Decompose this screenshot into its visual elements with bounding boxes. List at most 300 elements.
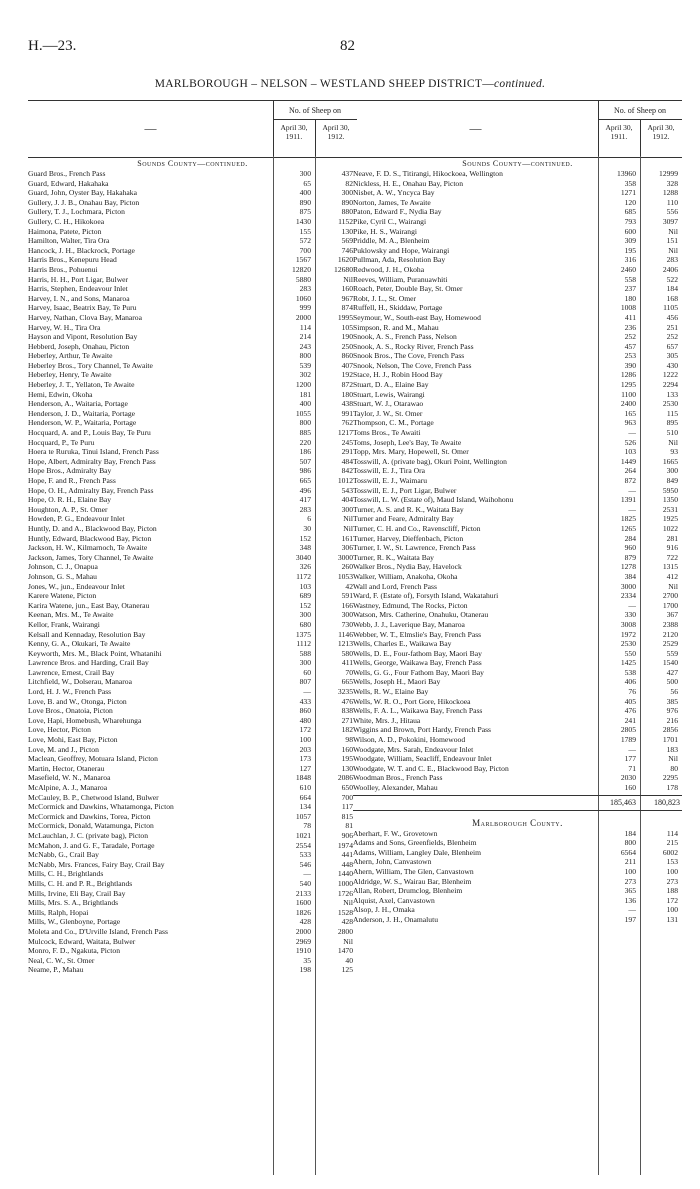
- owner-name: Ruffell, H., Skiddaw, Portage: [353, 303, 443, 313]
- sheep-1912: 2388: [662, 619, 678, 629]
- sheep-1911: 384: [624, 571, 636, 581]
- table-row: [28, 898, 357, 908]
- owner-name: Allan, Robert, Drumclog, Blenheim: [353, 886, 463, 896]
- name-column-header: —: [144, 121, 157, 135]
- sheep-1912: 1217: [337, 428, 353, 438]
- sheep-1912: 281: [666, 533, 678, 543]
- owner-name: Karere Watene, Picton: [28, 591, 97, 601]
- owner-name: Stace, H. J., Robin Hood Bay: [353, 370, 443, 380]
- sheep-1911: 2000: [295, 926, 311, 936]
- sheep-1912: 328: [666, 178, 678, 188]
- owner-name: Wells, D. E., Four-fathom Bay, Maori Bay: [353, 648, 482, 658]
- sheep-1912: 411: [341, 658, 353, 668]
- owner-name: Henderson, W. P., Waitaria, Portage: [28, 418, 137, 428]
- sheep-1912: 245: [341, 437, 353, 447]
- table-row: [28, 687, 357, 697]
- owner-name: Mills, C. H., Brightlands: [28, 869, 104, 879]
- owner-name: McCormick and Dawkins, Whatamonga, Picton: [28, 802, 174, 812]
- sheep-1912: 195: [341, 754, 353, 764]
- owner-name: Redwood, J. H., Okoha: [353, 264, 425, 274]
- sheep-1912: 1701: [662, 735, 678, 745]
- table-header: [353, 100, 682, 158]
- owner-name: Harvey, Nathan, Clova Bay, Manaroa: [28, 312, 142, 322]
- owner-name: Hope, Albert, Admiralty Bay, French Pass: [28, 456, 156, 466]
- table-row: [28, 380, 357, 390]
- sheep-1911: 1008: [620, 303, 636, 313]
- sheep-1911: 103: [624, 447, 636, 457]
- table-row: [28, 956, 357, 966]
- table-row: [28, 879, 357, 889]
- sheep-1912: 12680: [334, 264, 353, 274]
- table-row: [353, 745, 682, 755]
- owner-name: Hope Bros., Admiralty Bay: [28, 466, 112, 476]
- name-column-header: —: [469, 121, 482, 135]
- owner-name: Jones, W., jun., Endeavour Inlet: [28, 581, 125, 591]
- sheep-1911: 872: [624, 476, 636, 485]
- sheep-1911: 165: [624, 408, 636, 418]
- sheep-1911: 155: [299, 226, 311, 236]
- table-row: [28, 543, 357, 553]
- sheep-1911: 680: [299, 619, 311, 629]
- sheep-1911: 237: [624, 284, 636, 294]
- owner-name: Puklowsky and Hope, Wairangi: [353, 245, 450, 255]
- sheep-1912: 178: [666, 783, 678, 792]
- section-heading: Sounds County—continued.: [137, 159, 248, 168]
- sheep-1912: 40: [345, 955, 353, 965]
- sheep-1912: 131: [666, 914, 678, 924]
- table-row: [353, 658, 682, 668]
- table-row: [353, 265, 682, 275]
- sheep-1911: 960: [624, 543, 636, 553]
- owner-name: Wells, W. R. O., Port Gore, Hikockoea: [353, 696, 471, 706]
- owner-name: Tosswill, E. J., Port Ligar, Bulwer: [353, 485, 457, 495]
- table-row: [28, 850, 357, 860]
- table-row: [353, 486, 682, 496]
- sheep-1911: 1172: [296, 571, 311, 581]
- table-row: [28, 169, 357, 179]
- sheep-1912: 273: [666, 876, 678, 886]
- table-row: [353, 179, 682, 189]
- sheep-1912: 500: [666, 677, 678, 687]
- table-row: [353, 294, 682, 304]
- table-row: [353, 399, 682, 409]
- owner-name: Woolley, Alexander, Mahau: [353, 783, 438, 792]
- sheep-1911: 800: [299, 351, 311, 361]
- sheep-1911: 1021: [295, 830, 311, 840]
- owner-name: McLauchlan, J. C. (private bag), Picton: [28, 830, 148, 840]
- sheep-1911: 860: [299, 706, 311, 716]
- table-row: [353, 773, 682, 783]
- sheep-1912: 2530: [662, 399, 678, 409]
- table-row: [28, 486, 357, 496]
- sheep-1912: 300: [666, 466, 678, 476]
- sheep-1912: 114: [666, 828, 678, 838]
- sheep-1911: 241: [624, 715, 636, 725]
- sheep-1911: 316: [624, 255, 636, 265]
- sheep-1912: 1665: [662, 456, 678, 466]
- owner-name: McCauley, B. P., Chetwood Island, Bulwer: [28, 792, 159, 802]
- owner-name: Mills, C. H. and P. R., Brightlands: [28, 878, 133, 888]
- owner-name: Houghton, A. P., St. Omer: [28, 504, 108, 514]
- sheep-1911: 2460: [620, 264, 636, 274]
- owner-name: Hope, O. H., Admiralty Bay, French Pass: [28, 485, 154, 495]
- sheep-1912: 895: [666, 418, 678, 428]
- sheep-1912: 580: [341, 648, 353, 658]
- sheep-1912: 182: [341, 725, 353, 735]
- table-row: [28, 361, 357, 371]
- table-row: [353, 505, 682, 515]
- owner-name: Alquist, Axel, Canvastown: [353, 895, 435, 905]
- owner-name: Wells, F. A. L., Waikawa Bay, French Pass: [353, 706, 483, 716]
- table-row: [28, 802, 357, 812]
- sheep-1912: 1700: [662, 600, 678, 610]
- sheep-count-header: No. of Sheep on: [598, 103, 682, 120]
- document-code: H.—23.: [28, 38, 77, 54]
- table-row: [28, 227, 357, 237]
- sheep-1912: 160: [341, 744, 353, 754]
- table-row: [353, 668, 682, 678]
- sheep-1911: 507: [299, 456, 311, 466]
- table-row: [28, 303, 357, 313]
- sheep-1912: 456: [666, 312, 678, 322]
- table-row: [353, 848, 682, 858]
- owner-name: Wells, G. G., Four Fathom Bay, Maori Bay: [353, 667, 484, 677]
- sheep-1911: 100: [299, 735, 311, 745]
- owner-name: Toms, Joseph, Lee's Bay, Te Awaite: [353, 437, 462, 447]
- sheep-1912: 188: [666, 886, 678, 896]
- table-row: [28, 927, 357, 937]
- sheep-1911: 1848: [295, 773, 311, 783]
- sheep-1911: 173: [299, 754, 311, 764]
- sheep-1911: 685: [624, 207, 636, 217]
- owner-name: Love, Mohi, East Bay, Picton: [28, 735, 118, 745]
- sheep-1912: 976: [666, 706, 678, 716]
- sheep-count-header: No. of Sheep on: [273, 103, 357, 120]
- sheep-1912: 250: [341, 341, 353, 351]
- owner-name: Wells, George, Waikawa Bay, French Pass: [353, 658, 482, 668]
- owner-name: Robt, J. L., St. Omer: [353, 293, 417, 303]
- sheep-1912: 1000: [337, 878, 353, 888]
- owner-name: Johnson, G. S., Mahau: [28, 571, 97, 581]
- owner-name: Anderson, J. H., Onamalutu: [353, 914, 438, 924]
- table-row: [28, 937, 357, 947]
- owner-name: Harris Bros., Kenepuru Head: [28, 255, 117, 265]
- owner-name: Heberley, J. T., Yellaton, Te Awaite: [28, 380, 135, 390]
- table-row: [28, 572, 357, 582]
- sheep-1912: 183: [666, 744, 678, 754]
- table-row: [28, 514, 357, 524]
- sheep-1911: 428: [299, 917, 311, 927]
- sheep-1912: 1288: [662, 188, 678, 198]
- owner-name: Reeves, William, Puranuawhiti: [353, 274, 448, 284]
- table-row: [353, 198, 682, 208]
- sheep-1911: 610: [299, 783, 311, 792]
- sheep-1912: 300: [341, 610, 353, 620]
- sheep-1912: 125: [341, 965, 353, 975]
- table-row: [28, 841, 357, 851]
- sheep-1911: 273: [624, 876, 636, 886]
- sheep-1911: 1567: [295, 255, 311, 265]
- sheep-1912: 2531: [662, 504, 678, 514]
- sheep-1911: 252: [624, 332, 636, 342]
- sheep-1911: 1265: [620, 523, 636, 533]
- sheep-1912: 556: [666, 207, 678, 217]
- table-row: [353, 620, 682, 630]
- sheep-1912: 251: [666, 322, 678, 332]
- owner-name: Harvey, I. N., and Sons, Manaroa: [28, 293, 130, 303]
- sheep-1911: 348: [299, 543, 311, 553]
- table-row: [28, 236, 357, 246]
- year-1911-header: April 30, 1911.: [280, 123, 308, 141]
- sheep-1912: 271: [341, 715, 353, 725]
- owner-name: Turner, Harvey, Dieffenbach, Picton: [353, 533, 464, 543]
- table-row: [28, 207, 357, 217]
- sheep-1911: 181: [299, 389, 311, 399]
- table-row: [28, 649, 357, 659]
- table-row: [353, 447, 682, 457]
- table-row: [353, 601, 682, 611]
- owner-name: Seymour, W., South-east Bay, Homewood: [353, 312, 481, 322]
- sheep-1912: 190: [341, 332, 353, 342]
- owner-name: Mills, Irvine, Eli Bay, Crail Bay: [28, 888, 126, 898]
- sheep-1911: 405: [624, 696, 636, 706]
- owner-name: Hope, F. and R., French Pass: [28, 476, 116, 485]
- sheep-1912: 543: [341, 485, 353, 495]
- table-row: [28, 399, 357, 409]
- table-row: [353, 466, 682, 476]
- sheep-1912: 80: [670, 763, 678, 773]
- owner-name: Pike, H. S., Wairangi: [353, 226, 418, 236]
- sheep-1912: 412: [666, 571, 678, 581]
- sheep-1912: 1012: [337, 476, 353, 485]
- sheep-1911: 2969: [295, 936, 311, 946]
- sheep-1911: 807: [299, 677, 311, 687]
- owner-name: Mills, Ralph, Hopai: [28, 907, 89, 917]
- sheep-1911: 2400: [620, 399, 636, 409]
- left-column: [28, 100, 357, 1175]
- sheep-1912: Nil: [343, 523, 353, 533]
- owner-name: Guard, John, Oyster Bay, Hakahaka: [28, 188, 137, 198]
- table-row: [28, 725, 357, 735]
- sheep-1912: 722: [666, 552, 678, 562]
- table-row: [28, 706, 357, 716]
- sheep-1911: 2030: [620, 773, 636, 783]
- section-heading: Marlborough County.: [472, 817, 563, 828]
- table-row: [353, 639, 682, 649]
- total-1912: 180,823: [654, 797, 680, 807]
- table-row: [28, 409, 357, 419]
- owner-name: Wall and Lord, French Pass: [353, 581, 437, 591]
- title-continued: continued.: [494, 78, 546, 90]
- sheep-1912: 3000: [337, 552, 353, 562]
- sheep-1912: 2086: [337, 773, 353, 783]
- sheep-1912: Nil: [668, 437, 678, 447]
- table-row: [28, 793, 357, 803]
- sheep-1912: 838: [341, 706, 353, 716]
- sheep-1911: 1430: [295, 216, 311, 226]
- sheep-1911: 2133: [295, 888, 311, 898]
- sheep-1911: 664: [299, 792, 311, 802]
- sheep-1912: 407: [341, 360, 353, 370]
- sheep-1911: 6564: [620, 847, 636, 857]
- owner-name: McNabb, G., Crail Bay: [28, 850, 99, 860]
- sheep-1911: 100: [624, 866, 636, 876]
- table-row: [353, 905, 682, 915]
- table-row: [28, 323, 357, 333]
- owner-name: Turner, I. W., St. Lawrence, French Pass: [353, 543, 476, 553]
- owner-name: Turner and Feare, Admiralty Bay: [353, 514, 454, 524]
- sheep-1911: 879: [624, 552, 636, 562]
- owner-name: Kenny, G. A., Okukari, Te Awaite: [28, 639, 131, 649]
- year-1912-header: April 30, 1912.: [322, 123, 350, 141]
- owner-name: McAlpine, A. J., Manaroa: [28, 783, 108, 792]
- owner-name: McMahon, J. and G. F., Taradale, Portage: [28, 840, 155, 850]
- sheep-1911: 1060: [295, 293, 311, 303]
- owner-name: Neave, F. D. S., Titirangi, Hikockoea, Wellington: [353, 169, 503, 178]
- sheep-1911: 1112: [296, 639, 311, 649]
- table-row: [28, 188, 357, 198]
- sheep-1911: 533: [299, 850, 311, 860]
- table-row: [28, 275, 357, 285]
- sheep-1912: 746: [341, 245, 353, 255]
- table-row: [353, 380, 682, 390]
- sheep-1912: 105: [341, 322, 353, 332]
- owner-name: Monro, F. D., Ngakuta, Picton: [28, 946, 120, 956]
- sheep-1912: 115: [666, 408, 678, 418]
- table-row: [28, 889, 357, 899]
- sheep-1912: 12999: [659, 169, 678, 178]
- table-row: [28, 217, 357, 227]
- owner-name: Walker Bros., Nydia Bay, Havelock: [353, 562, 462, 572]
- left-rows: [28, 158, 357, 975]
- sheep-1912: 160: [341, 284, 353, 294]
- table-row: [353, 582, 682, 592]
- sheep-1912: 1974: [337, 840, 353, 850]
- sheep-1912: 93: [670, 447, 678, 457]
- owner-name: Alsop, J. H., Omaka: [353, 905, 415, 915]
- table-row: [28, 716, 357, 726]
- table-row: [28, 917, 357, 927]
- owner-name: Priddle, M. A., Blenheim: [353, 236, 430, 246]
- table-row: [28, 946, 357, 956]
- table-header: [28, 100, 357, 158]
- sheep-1912: 306: [341, 543, 353, 553]
- sheep-1912: 569: [341, 236, 353, 246]
- table-row: [353, 217, 682, 227]
- table-row: [28, 198, 357, 208]
- sheep-1911: 103: [299, 581, 311, 591]
- sheep-1912: 385: [666, 696, 678, 706]
- owner-name: Snook, Nelson, The Cove, French Pass: [353, 360, 472, 370]
- owner-name: Aberhart, F. W., Grovetown: [353, 828, 438, 838]
- owner-name: Heberley, Arthur, Te Awaite: [28, 351, 113, 361]
- sheep-1911: 2530: [620, 639, 636, 649]
- table-row: [28, 630, 357, 640]
- owner-name: Ward, F. (Estate of), Forsyth Island, Wakatahuri: [353, 591, 499, 601]
- owner-name: Guard Bros., French Pass: [28, 169, 106, 178]
- sheep-1911: 30: [303, 523, 311, 533]
- sheep-1912: 1152: [338, 216, 353, 226]
- owner-name: Turner, A. S. and R. K., Waitata Bay: [353, 504, 464, 514]
- owner-name: Adams and Sons, Greenfields, Blenheim: [353, 838, 477, 848]
- owner-name: Lawrence, Ernest, Crail Bay: [28, 667, 115, 677]
- sheep-1912: Nil: [668, 754, 678, 764]
- sheep-1912: 153: [666, 857, 678, 867]
- sheep-1912: 100: [666, 866, 678, 876]
- sheep-1911: 78: [303, 821, 311, 831]
- owner-name: Thompson, C. M., Portage: [353, 418, 434, 428]
- sheep-1912: 133: [666, 389, 678, 399]
- sheep-1911: 406: [624, 677, 636, 687]
- table-row: [28, 179, 357, 189]
- owner-name: White, Mrs. J., Hitaua: [353, 715, 421, 725]
- table-row: [353, 725, 682, 735]
- owner-name: Heberley, Henry, Te Awaite: [28, 370, 112, 380]
- sheep-1912: 2295: [662, 773, 678, 783]
- table-row: [28, 447, 357, 457]
- sheep-1911: 1295: [620, 380, 636, 390]
- sheep-1911: 2805: [620, 725, 636, 735]
- owner-name: Nisbet, A. W., Yncyca Bay: [353, 188, 435, 198]
- sheep-1911: 283: [299, 284, 311, 294]
- sheep-1912: 1995: [337, 312, 353, 322]
- table-row: [353, 275, 682, 285]
- sheep-1911: 134: [299, 802, 311, 812]
- sheep-1912: 252: [666, 332, 678, 342]
- owner-name: McNabb, Mrs. Frances, Fairy Bay, Crail Bay: [28, 859, 165, 869]
- sheep-1911: 400: [299, 399, 311, 409]
- sheep-1911: —: [628, 504, 636, 514]
- sheep-1911: 546: [299, 859, 311, 869]
- sheep-1912: 291: [341, 447, 353, 457]
- sheep-1911: 1100: [621, 389, 636, 399]
- sheep-1912: 437: [341, 169, 353, 178]
- sheep-1911: 35: [303, 955, 311, 965]
- owner-name: Gullery, J. J. B., Onahau Bay, Picton: [28, 197, 140, 207]
- owner-name: Woodgate, William, Seacliff, Endeavour Inlet: [353, 754, 492, 764]
- table-row: [353, 886, 682, 896]
- sheep-1912: 1470: [337, 946, 353, 956]
- owner-name: Guard, Edward, Hakahaka: [28, 178, 109, 188]
- sheep-1912: 906: [341, 830, 353, 840]
- owner-name: Litchfield, W., Dolserau, Manaroa: [28, 677, 132, 687]
- sheep-1911: —: [303, 687, 311, 697]
- table-row: [353, 418, 682, 428]
- sheep-1911: 13960: [617, 169, 636, 178]
- sheep-1912: 874: [341, 303, 353, 313]
- sheep-1912: Nil: [668, 245, 678, 255]
- sheep-1911: 60: [303, 667, 311, 677]
- sheep-1911: 526: [624, 437, 636, 447]
- sheep-1912: 522: [666, 274, 678, 284]
- table-row: [28, 390, 357, 400]
- sheep-1912: 1350: [662, 495, 678, 505]
- owner-name: Love Bros., Onatoia, Picton: [28, 706, 113, 716]
- table-row: [353, 857, 682, 867]
- owner-name: Walker, William, Anakoha, Okoha: [353, 571, 458, 581]
- sheep-1911: —: [628, 905, 636, 915]
- sheep-1912: 5950: [662, 485, 678, 495]
- sheep-1911: 999: [299, 303, 311, 313]
- sheep-1912: 130: [341, 763, 353, 773]
- table-row: [28, 582, 357, 592]
- owner-name: Wells, R. W., Elaine Bay: [353, 687, 429, 697]
- sheep-1911: 114: [299, 322, 311, 332]
- table-row: [353, 524, 682, 534]
- table-row: [28, 591, 357, 601]
- table-row: [28, 831, 357, 841]
- owner-name: Hoera te Ruruka, Tinui Island, French Pass: [28, 447, 159, 457]
